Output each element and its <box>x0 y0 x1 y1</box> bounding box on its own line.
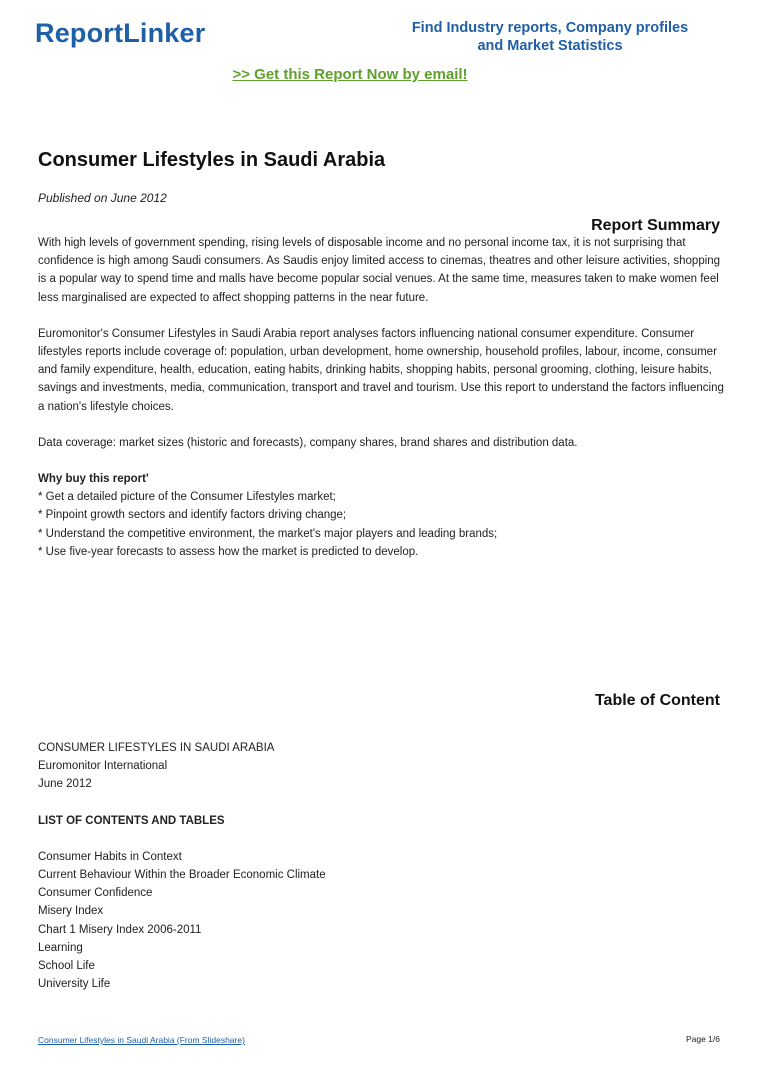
why-buy-item: * Understand the competitive environment, the market's major players and leading brands; <box>38 527 498 540</box>
toc-list-heading: LIST OF CONTENTS AND TABLES <box>38 814 225 827</box>
toc-item: Misery Index <box>38 905 104 918</box>
published-date: Published on June 2012 <box>38 191 167 205</box>
summary-paragraph: Euromonitor's Consumer Lifestyles in Saudi Arabia report analyses factors influencing national consumer expenditure. Consumer lifestyles reports include coverage of: population, urban development, home ownership, household profiles, labour, income, consumer and family expenditure, health, education, eating habits, drinking habits, shopping habits, personal grooming, clothing, leisure habits, savings and investments, media, communication, transport and travel and tourism. Use this report to understand the factors influencing a nation's lifestyle choices. <box>38 327 724 413</box>
why-buy-item: * Use five-year forecasts to assess how the market is predicted to develop. <box>38 545 419 558</box>
toc-item: University Life <box>38 978 111 991</box>
toc-item: Consumer Habits in Context <box>38 850 182 863</box>
report-summary-heading: Report Summary <box>591 217 720 234</box>
why-buy-section <box>38 470 730 561</box>
summary-paragraph: With high levels of government spending, rising levels of disposable income and no personal income tax, it is not surprising that confidence is high among Saudi consumers. As Saudis enjoy limited access to cinemas, theatres and other leisure activities, shopping is a popular way to spend time and malls have become popular social venues. At the same time, measures taken to make women feel less marginalised are expected to affect shopping patterns in the near future. <box>38 237 721 304</box>
toc-item: Learning <box>38 941 83 954</box>
report-summary-body <box>38 234 730 561</box>
spacer <box>38 794 718 812</box>
table-of-content <box>38 739 718 993</box>
why-buy-item: * Get a detailed picture of the Consumer Lifestyles market; <box>38 491 336 504</box>
header-tagline <box>380 19 720 55</box>
footer-page-number: Page 1/6 <box>685 1034 720 1044</box>
table-of-content-heading: Table of Content <box>594 692 720 709</box>
report-title: Consumer Lifestyles in Saudi Arabia <box>38 149 386 171</box>
toc-item: School Life <box>38 960 95 973</box>
why-buy-item: * Pinpoint growth sectors and identify factors driving change; <box>38 509 347 522</box>
summary-paragraph: Data coverage: market sizes (historic and forecasts), company shares, brand shares and distribution data. <box>38 436 578 449</box>
toc-publisher: Euromonitor International <box>38 760 168 773</box>
tagline-line-2: and Market Statistics <box>477 38 623 54</box>
toc-item: Chart 1 Misery Index 2006-2011 <box>38 923 202 936</box>
toc-document-title: CONSUMER LIFESTYLES IN SAUDI ARABIA <box>38 742 275 754</box>
spacer <box>38 830 718 848</box>
get-report-by-email-link[interactable]: >> Get this Report Now by email! <box>232 66 468 83</box>
reportlinker-logo[interactable]: ReportLinker <box>35 18 206 48</box>
footer-source-link[interactable]: Consumer Lifestyles in Saudi Arabia (From Slideshare) <box>38 1035 245 1045</box>
why-buy-title: Why buy this report' <box>38 473 149 486</box>
toc-item: Consumer Confidence <box>38 887 153 900</box>
tagline-line-1: Find Industry reports, Company profiles <box>411 20 689 36</box>
toc-item: Current Behaviour Within the Broader Economic Climate <box>38 869 326 882</box>
toc-date: June 2012 <box>38 778 92 791</box>
